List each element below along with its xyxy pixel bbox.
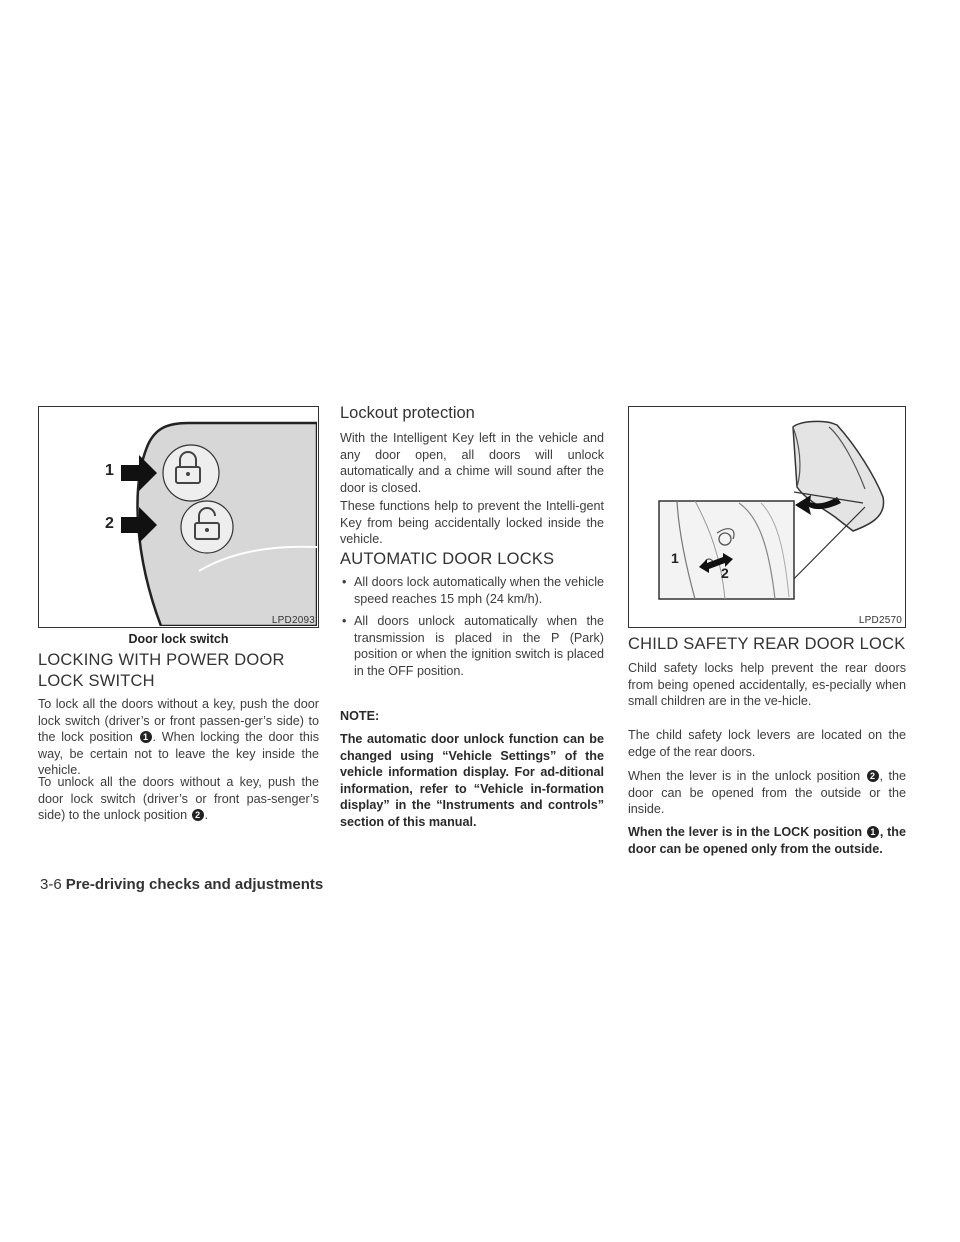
figure-code: LPD2093: [271, 615, 315, 626]
figure-label-1: 1: [671, 550, 679, 566]
lockout-paragraph-2: These functions help to prevent the Intelli-gent Key from being accidentally locked inside the vehicle.: [340, 499, 604, 546]
heading-line-2: LOCK SWITCH: [38, 672, 155, 690]
text: To lock all the doors without a key, push the door lock switch (driver’s or front passen-ger’s side) to the lock position: [38, 697, 319, 744]
text: When the lever is in the unlock position: [628, 769, 861, 783]
child-lock-illustration: [629, 407, 904, 626]
door-lock-switch-illustration: [39, 407, 317, 626]
child-paragraph-1: Child safety locks help prevent the rear doors from being opened accidentally, es-pecially when small children are in the ve-hicle.: [628, 661, 906, 708]
position-1-marker: 1: [867, 826, 879, 838]
text: When the lever is in the LOCK position: [628, 825, 863, 839]
text: . When locking the door this way, be certain not to leave the key inside the vehicle.: [38, 730, 320, 777]
child-paragraph-3: [628, 768, 906, 818]
locking-paragraph-2: [38, 774, 319, 824]
figure-label-1: 1: [105, 462, 114, 479]
chapter-title: Pre-driving checks and adjustments: [65, 876, 324, 893]
figure-label-2: 2: [105, 515, 114, 532]
child-lock-figure: [628, 406, 906, 628]
figure-code: LPD2570: [858, 615, 902, 626]
section-heading-lockout: Lockout protection: [340, 404, 475, 422]
list-item: • All doors lock automatically when the vehicle speed reaches 15 mph (24 km/h).: [340, 574, 604, 607]
section-heading-child-safety: CHILD SAFETY REAR DOOR LOCK: [628, 635, 906, 653]
note-label: NOTE:: [340, 709, 380, 723]
locking-paragraph-1: [38, 696, 319, 779]
list-item: • All doors unlock automatically when the transmission is placed in the P (Park) position or when the ignition switch is placed in the OFF position.: [340, 613, 604, 679]
child-paragraph-4: [628, 824, 906, 857]
automatic-lock-list: [340, 574, 604, 685]
text: , the door can be opened from the outside or the inside.: [628, 769, 906, 816]
note-text: The automatic door unlock function can be changed using “Vehicle Settings” of the vehicle information display. For ad-ditional information, refer to “Vehicle in-formation display” in the “Instruments and controls” section of this manual.: [340, 732, 604, 829]
text: .: [204, 808, 209, 822]
heading-line-1: LOCKING WITH POWER DOOR: [38, 651, 285, 669]
figure-caption: Door lock switch: [128, 632, 229, 646]
figure-label-2: 2: [721, 565, 729, 581]
child-paragraph-2: The child safety lock levers are located on the edge of the rear doors.: [628, 728, 906, 759]
door-lock-switch-figure: [38, 406, 319, 628]
page-footer: [40, 876, 323, 893]
position-2-marker: 2: [192, 809, 204, 821]
position-1-marker: 1: [140, 731, 152, 743]
text: , the door can be opened only from the outside.: [628, 825, 907, 856]
position-2-marker: 2: [867, 770, 879, 782]
page-number: 3-6: [40, 876, 62, 893]
section-heading-locking: [38, 650, 319, 692]
lockout-paragraph-1: With the Intelligent Key left in the vehicle and any door open, all doors will unlock automatically and a chime will sound after the door is closed.: [340, 431, 604, 495]
section-heading-automatic: AUTOMATIC DOOR LOCKS: [340, 550, 555, 568]
text: To unlock all the doors without a key, push the door lock switch (driver’s or front pas-senger’s side) to the unlock position: [38, 775, 319, 822]
